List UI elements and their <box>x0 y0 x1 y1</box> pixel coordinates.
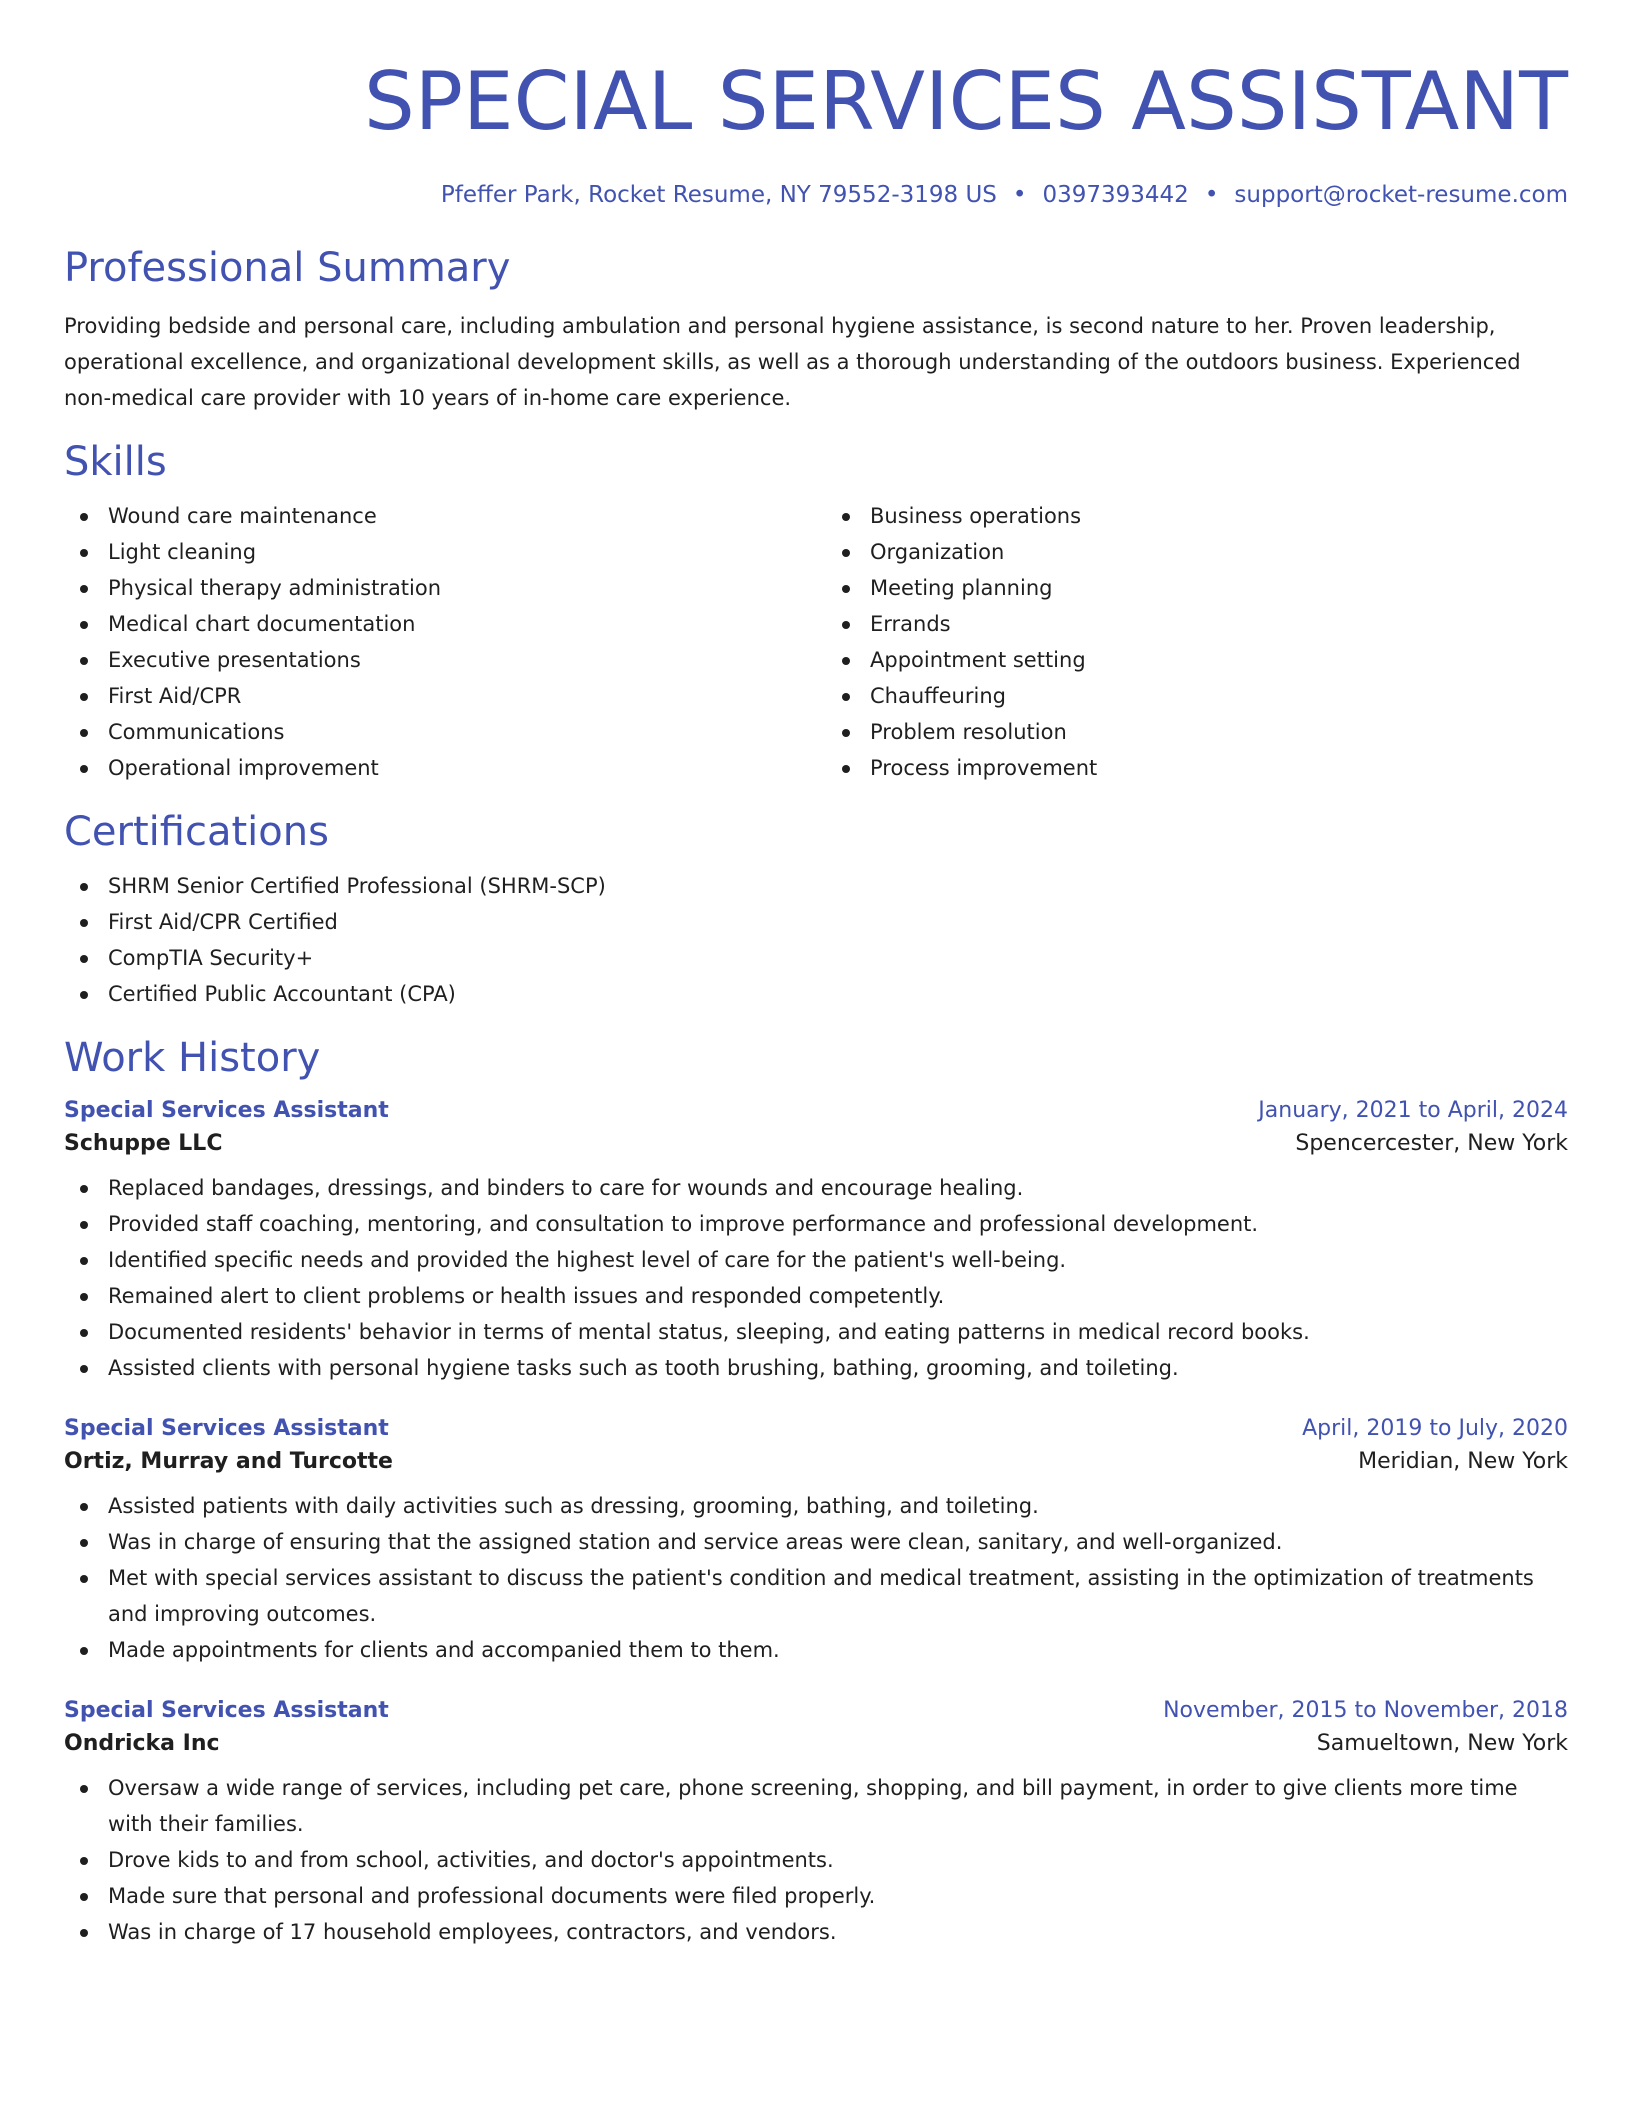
job-title: Special Services Assistant <box>64 1098 389 1123</box>
list-item: First Aid/CPR <box>64 678 806 714</box>
job-header <box>64 1698 1568 1723</box>
resume-name: SPECIAL SERVICES ASSISTANT <box>364 55 1568 148</box>
list-item: Made sure that personal and professional documents were filed properly. <box>64 1878 1568 1914</box>
list-item: Executive presentations <box>64 642 806 678</box>
contact-email: support@rocket-resume.com <box>1234 182 1568 208</box>
contact-phone: 0397393442 <box>1042 182 1189 208</box>
certifications-list <box>64 868 1568 1012</box>
list-item: Communications <box>64 714 806 750</box>
summary-text: Providing bedside and personal care, including ambulation and personal hygiene assistance, is second nature to her. Proven leadership, operational excellence, and organizational development skills, as well as a thorough understanding of the outdoors business. Experienced non-medical care provider with 10 years of in-home care experience. <box>64 314 1521 410</box>
skills-columns <box>64 498 1568 786</box>
list-item: Errands <box>826 606 1568 642</box>
job-company: Ondricka Inc <box>64 1731 220 1756</box>
skills-list-right <box>806 498 1568 786</box>
job-location: Spencercester, New York <box>1295 1131 1568 1156</box>
contact-separator: • <box>1012 182 1027 208</box>
list-item: Was in charge of ensuring that the assigned station and service areas were clean, sanitary, and well-organized. <box>64 1524 1568 1560</box>
list-item: Problem resolution <box>826 714 1568 750</box>
list-item: Light cleaning <box>64 534 806 570</box>
list-item: Was in charge of 17 household employees, contractors, and vendors. <box>64 1914 1568 1950</box>
list-item: Made appointments for clients and accompanied them to them. <box>64 1632 1568 1668</box>
list-item: Replaced bandages, dressings, and binders to care for wounds and encourage healing. <box>64 1170 1568 1206</box>
job-header <box>64 1098 1568 1123</box>
job-title: Special Services Assistant <box>64 1698 389 1723</box>
job-list <box>64 1098 1568 1950</box>
list-item: Provided staff coaching, mentoring, and consultation to improve performance and professional development. <box>64 1206 1568 1242</box>
skills-section <box>64 438 1568 786</box>
job-company: Ortiz, Murray and Turcotte <box>64 1449 393 1474</box>
job-entry <box>64 1416 1568 1668</box>
resume-header <box>64 0 1568 208</box>
job-dates: November, 2015 to November, 2018 <box>1163 1698 1568 1723</box>
list-item: Operational improvement <box>64 750 806 786</box>
contact-line <box>64 182 1568 208</box>
job-entry <box>64 1098 1568 1386</box>
contact-address: Pfeffer Park, Rocket Resume, NY 79552-3198 US <box>440 182 997 208</box>
list-item: Remained alert to client problems or health issues and responded competently. <box>64 1278 1568 1314</box>
list-item: Identified specific needs and provided the highest level of care for the patient's well-being. <box>64 1242 1568 1278</box>
list-item: Physical therapy administration <box>64 570 806 606</box>
list-item: Meeting planning <box>826 570 1568 606</box>
work-section <box>64 1034 1568 1950</box>
job-title: Special Services Assistant <box>64 1416 389 1441</box>
job-dates: April, 2019 to July, 2020 <box>1302 1416 1568 1441</box>
job-subheader <box>64 1731 1568 1756</box>
list-item: First Aid/CPR Certified <box>64 904 1568 940</box>
job-location: Meridian, New York <box>1358 1449 1568 1474</box>
job-bullets <box>64 1488 1568 1668</box>
list-item: Organization <box>826 534 1568 570</box>
list-item: Appointment setting <box>826 642 1568 678</box>
list-item: Documented residents' behavior in terms of mental status, sleeping, and eating patterns in medical record books. <box>64 1314 1568 1350</box>
contact-separator: • <box>1204 182 1219 208</box>
section-title-work-history: Work History <box>64 1035 321 1081</box>
list-item: Medical chart documentation <box>64 606 806 642</box>
list-item: Wound care maintenance <box>64 498 806 534</box>
list-item: Chauffeuring <box>826 678 1568 714</box>
list-item: Oversaw a wide range of services, including pet care, phone screening, shopping, and bill payment, in order to give clients more time with their families. <box>64 1770 1568 1842</box>
skills-list-left <box>64 498 806 786</box>
list-item: Process improvement <box>826 750 1568 786</box>
job-dates: January, 2021 to April, 2024 <box>1258 1098 1568 1123</box>
job-header <box>64 1416 1568 1441</box>
section-title-summary: Professional Summary <box>64 245 511 291</box>
section-title-skills: Skills <box>64 439 167 485</box>
job-bullets <box>64 1770 1568 1950</box>
job-entry <box>64 1698 1568 1950</box>
certifications-section <box>64 808 1568 1012</box>
list-item: Assisted patients with daily activities such as dressing, grooming, bathing, and toileting. <box>64 1488 1568 1524</box>
job-location: Samueltown, New York <box>1316 1731 1568 1756</box>
list-item: Met with special services assistant to discuss the patient's condition and medical treatment, assisting in the optimization of treatments and improving outcomes. <box>64 1560 1568 1632</box>
list-item: CompTIA Security+ <box>64 940 1568 976</box>
list-item: Drove kids to and from school, activities, and doctor's appointments. <box>64 1842 1568 1878</box>
list-item: Assisted clients with personal hygiene tasks such as tooth brushing, bathing, grooming, and toileting. <box>64 1350 1568 1386</box>
job-subheader <box>64 1449 1568 1474</box>
list-item: Business operations <box>826 498 1568 534</box>
list-item: SHRM Senior Certified Professional (SHRM-SCP) <box>64 868 1568 904</box>
job-bullets <box>64 1170 1568 1386</box>
job-company: Schuppe LLC <box>64 1131 223 1156</box>
summary-section <box>64 244 1568 416</box>
job-subheader <box>64 1131 1568 1156</box>
section-title-certifications: Certifications <box>64 809 329 855</box>
list-item: Certified Public Accountant (CPA) <box>64 976 1568 1012</box>
